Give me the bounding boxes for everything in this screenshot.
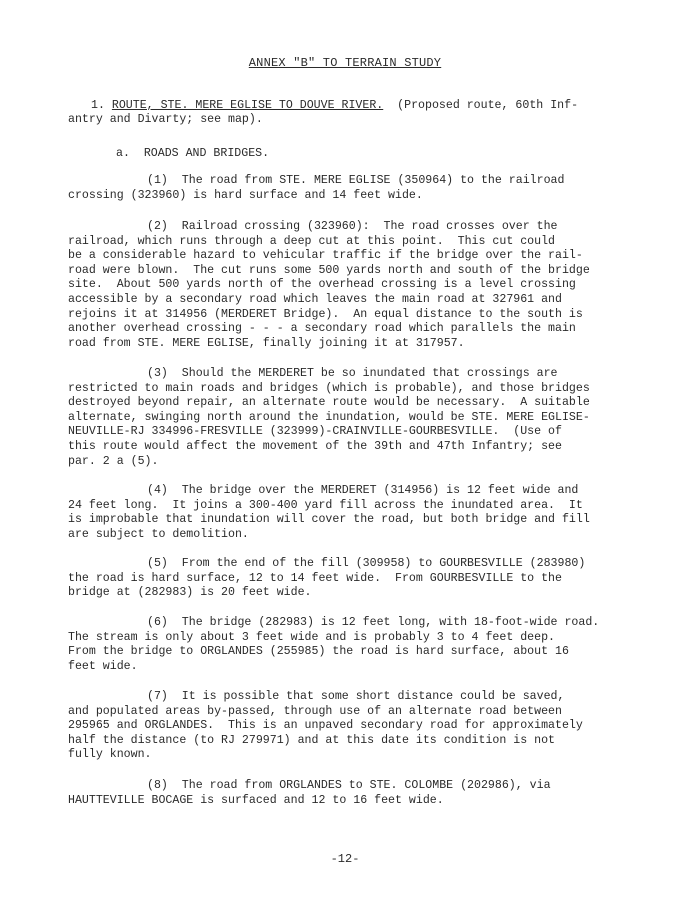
section-number: 1. [91,99,105,112]
paragraph-1-line: (1) The road from STE. MERE EGLISE (350964) to the railroad [147,174,565,187]
paragraph-3-line: this route would affect the movement of the 39th and 47th Infantry; see [68,440,562,453]
paragraph-5-line: (5) From the end of the fill (309958) to GOURBESVILLE (283980) [147,557,586,570]
paragraph-3-line: destroyed beyond repair, an alternate route would be necessary. A suitable [68,396,590,410]
page-number: -12- [330,852,360,866]
paragraph-6-line: From the bridge to ORGLANDES (255985) the road is hard surface, about 16 [68,645,569,659]
paragraph-3-line: alternate, swinging north around the inundation, would be STE. MERE EGLISE- [68,410,590,424]
paragraph-7-line: fully known. [68,748,152,762]
subsection-heading: a. ROADS AND BRIDGES. [116,147,270,160]
paragraph-3-line: NEUVILLE-RJ 334996-FRESVILLE (323999)-CRAINVILLE-GOURBESVILLE. (Use of [68,425,562,439]
paragraph-8-line: (8) The road from ORGLANDES to STE. COLOMBE (202986), via [147,779,551,792]
paragraph-6-line: (6) The bridge (282983) is 12 feet long, with 18-foot-wide road. [147,616,600,629]
section-heading [91,99,690,114]
paragraph-2-line: another overhead crossing - - - a secondary road which parallels the main [68,322,576,336]
paragraph-3-line: restricted to main roads and bridges (which is probable), and those bridges [68,381,590,395]
paragraph-2-line: be a considerable hazard to vehicular traffic if the bridge over the rail- [68,249,583,263]
paragraph-2-line: railroad, which runs through a deep cut at this point. This cut could [68,234,556,248]
paragraph-1-line: crossing (323960) is hard surface and 14 feet wide. [68,188,423,202]
paragraph-4-line: 24 feet long. It joins a 300-400 yard fill across the inundated area. It [68,498,583,512]
paragraph-2-line: road were blown. The cut runs some 500 yards north and south of the bridge [68,263,590,277]
paragraph-5-line: the road is hard surface, 12 to 14 feet wide. From GOURBESVILLE to the [68,571,562,585]
paragraph-7-line: (7) It is possible that some short distance could be saved, [147,690,565,703]
paragraph-4-line: is improbable that inundation will cover the road, but both bridge and fill [68,513,590,527]
section-heading-line2: antry and Divarty; see map). [68,113,263,126]
paragraph-2-line: accessible by a secondary road which leaves the main road at 327961 and [68,293,562,306]
paragraph-7-line: and populated areas by-passed, through use of an alternate road between [68,704,562,718]
paragraph-7-line: 295965 and ORGLANDES. This is an unpaved secondary road for approximately [68,719,583,733]
paragraph-2-line: site. About 500 yards north of the overhead crossing is a level crossing [68,278,576,292]
paragraph-4-line: (4) The bridge over the MERDERET (314956) is 12 feet wide and [147,484,579,497]
annex-title: ANNEX "B" TO TERRAIN STUDY [248,56,442,70]
paragraph-3-line: (3) Should the MERDERET be so inundated that crossings are [147,367,558,380]
paragraph-2-line: road from STE. MERE EGLISE, finally joining it at 317957. [68,336,465,350]
paragraph-7-line: half the distance (to RJ 279971) and at this date its condition is not [68,733,556,747]
paragraph-8-line: HAUTTEVILLE BOCAGE is surfaced and 12 to 16 feet wide. [68,793,444,807]
section-title-rest: (Proposed route, 60th Inf- [397,99,579,112]
paragraph-6-line: The stream is only about 3 feet wide and is probably 3 to 4 feet deep. [68,630,556,644]
paragraph-4-line: are subject to demolition. [68,527,249,541]
paragraph-5-line: bridge at (282983) is 20 feet wide. [68,586,312,600]
paragraph-2-line: (2) Railroad crossing (323960): The road crosses over the [147,220,558,233]
paragraph-2-line: rejoins it at 314956 (MERDERET Bridge). An equal distance to the south is [68,307,583,321]
paragraph-6-line: feet wide. [68,659,138,673]
paragraph-3-line: par. 2 a (5). [68,454,159,468]
section-title: ROUTE, STE. MERE EGLISE TO DOUVE RIVER. [111,99,384,112]
